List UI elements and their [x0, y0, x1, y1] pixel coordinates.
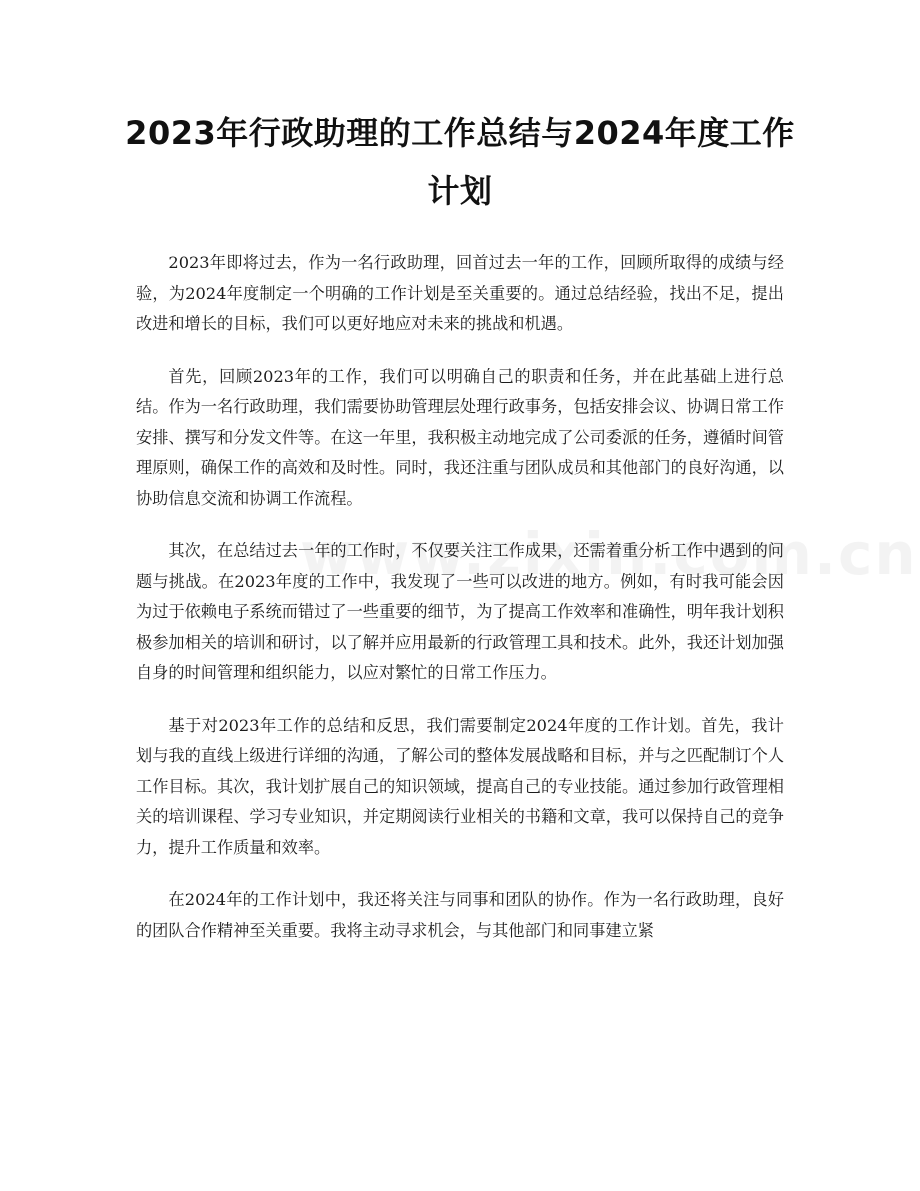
paragraph-teamwork: 在2024年的工作计划中，我还将关注与同事和团队的协作。作为一名行政助理，良好的团队合作精神至关重要。我将主动寻求机会，与其他部门和同事建立紧: [136, 890, 784, 940]
paragraph-challenges: 其次，在总结过去一年的工作时，不仅要关注工作成果，还需着重分析工作中遇到的问题与挑战。在2023年度的工作中，我发现了一些可以改进的地方。例如，有时我可能会因为过于依赖电子系统而错过了一些重要的细节，为了提高工作效率和准确性，明年我计划积极参加相关的培训和研讨，以了解并应用最新的行政管理工具和技术。此外，我还计划加强自身的时间管理和组织能力，以应对繁忙的日常工作压力。: [136, 541, 784, 682]
paragraph-review: 首先，回顾2023年的工作，我们可以明确自己的职责和任务，并在此基础上进行总结。作为一名行政助理，我们需要协助管理层处理行政事务，包括安排会议、协调日常工作安排、撰写和分发文件等。在这一年里，我积极主动地完成了公司委派的任务，遵循时间管理原则，确保工作的高效和及时性。同时，我还注重与团队成员和其他部门的良好沟通，以协助信息交流和协调工作流程。: [136, 366, 784, 508]
document-title: 2023年行政助理的工作总结与2024年度工作计划: [125, 114, 795, 210]
paragraph-plan: 基于对2023年工作的总结和反思，我们需要制定2024年度的工作计划。首先，我计划与我的直线上级进行详细的沟通，了解公司的整体发展战略和目标，并与之匹配制订个人工作目标。其次，我计划扩展自己的知识领域，提高自己的专业技能。通过参加行政管理相关的培训课程、学习专业知识，并定期阅读行业相关的书籍和文章，我可以保持自己的竞争力，提升工作质量和效率。: [136, 715, 784, 857]
paragraph-intro: 2023年即将过去，作为一名行政助理，回首过去一年的工作，回顾所取得的成绩与经验，为2024年度制定一个明确的工作计划是至关重要的。通过总结经验，找出不足，提出改进和增长的目标，我们可以更好地应对未来的挑战和机遇。: [136, 253, 784, 333]
document-body: [136, 248, 784, 968]
